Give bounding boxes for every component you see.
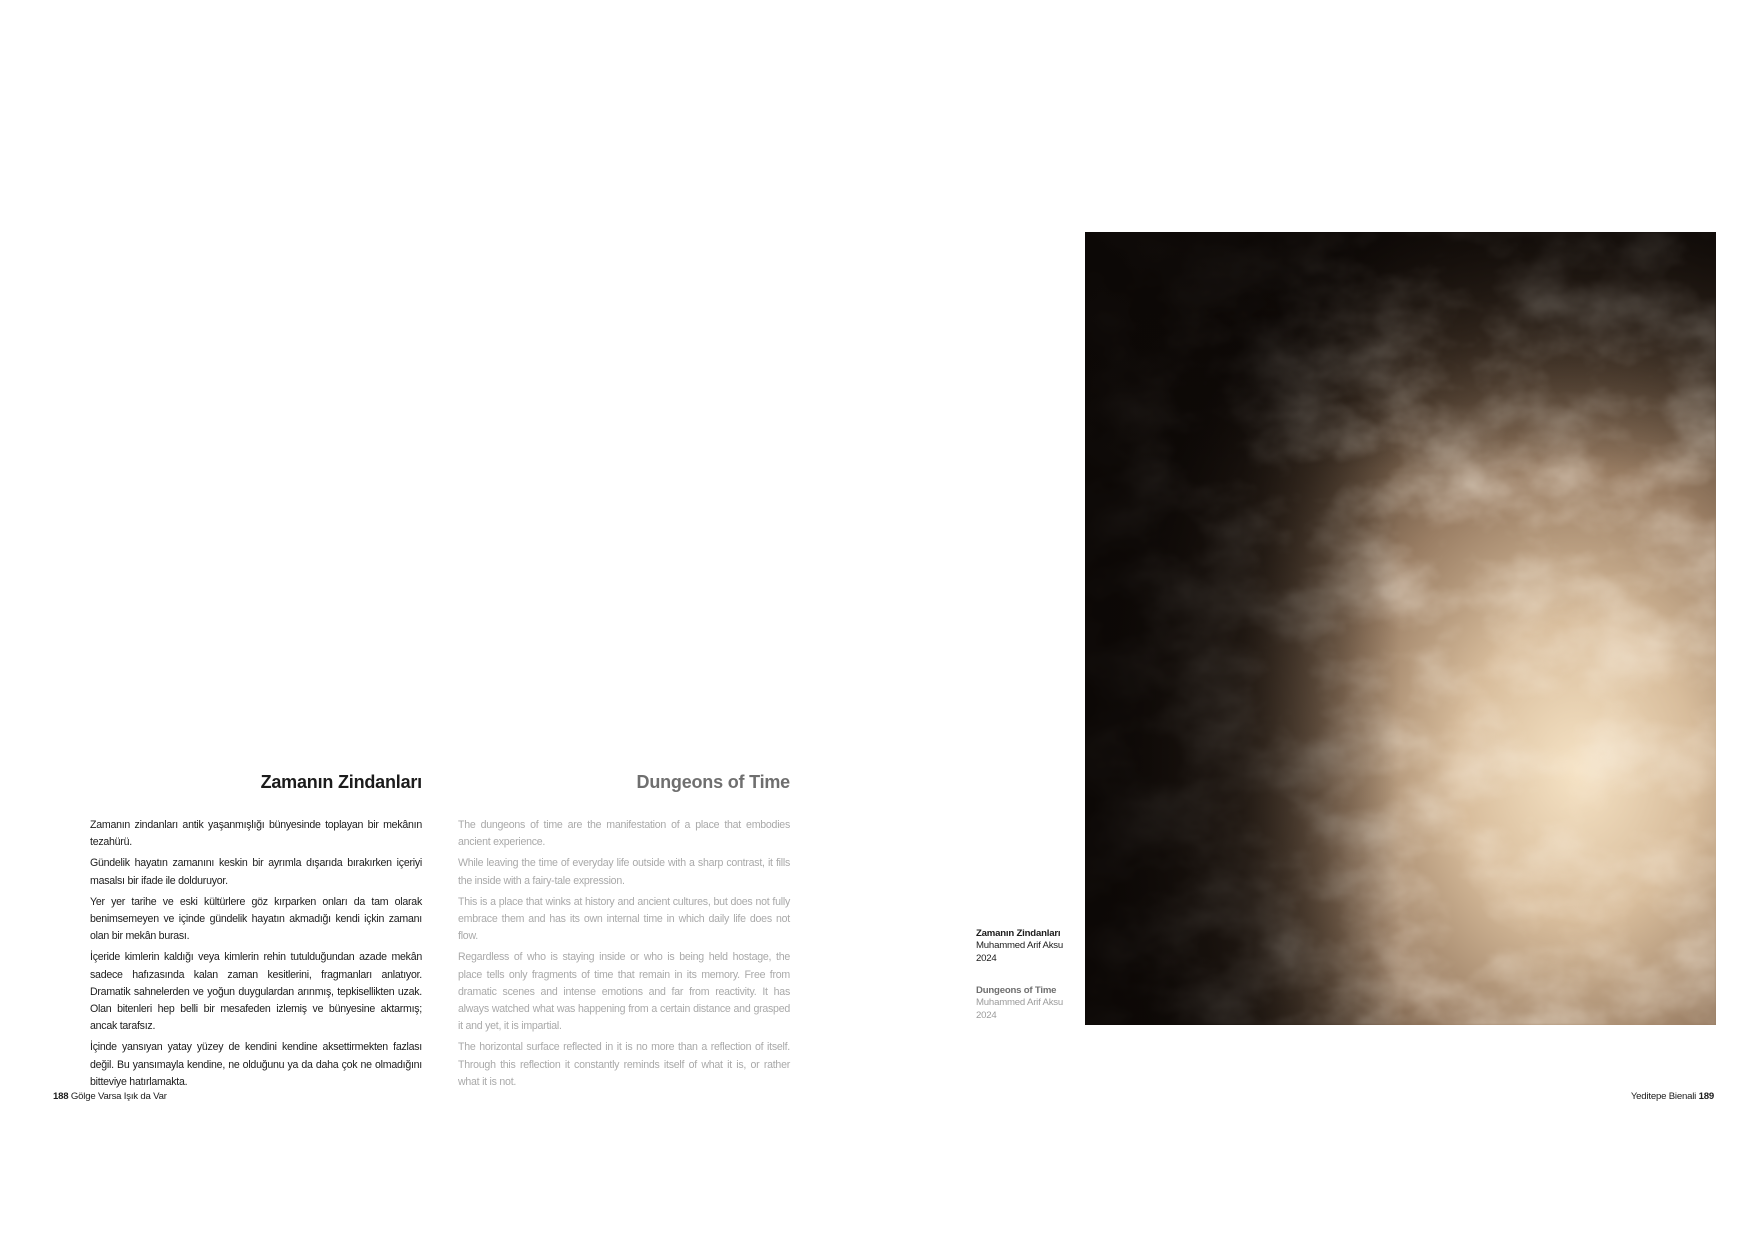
turkish-paragraph: Yer yer tarihe ve eski kültürlere göz kırparken onları da tam olarak benimsemeyen ve içinde gündelik hayatın akmadığı kendi içkin zamanı olan bir mekân burası. [90,895,422,943]
turkish-title: Zamanın Zindanları [260,772,422,792]
turkish-paragraph: Zamanın zindanları antik yaşanmışlığı bünyesinde toplayan bir mekânın tezahürü. [90,819,422,849]
page-footer-right [1631,1091,1714,1102]
smoke-photograph-icon [1085,232,1716,1025]
english-title: Dungeons of Time [636,772,790,792]
caption-year: 2024 [976,952,997,964]
caption-artist: Muhammed Arif Aksu [976,940,1064,952]
turkish-paragraph: İçeride kimlerin kaldığı veya kimlerin rehin tutulduğundan azade mekân sadece hafızasında kalan zaman kesitlerini, fragmanları anlatıyor. Dramatik sahnelerden ve yoğun duygulardan arınmış, tepkisellikten uzak. Olan bitenleri hep belli bir mesafeden izlemiş ve bünyesine aktarmış; ancak tarafsız. [90,951,422,1033]
book-title: Gölge Varsa Işık da Var [70,1091,167,1102]
english-text-column [458,772,790,1095]
smoke-photograph [1085,232,1716,1025]
page-number: 189 [1698,1091,1714,1102]
english-paragraph: The dungeons of time are the manifestation of a place that embodies ancient experience. [458,819,790,849]
caption-title: Zamanın Zindanları [976,928,1061,939]
english-paragraph: While leaving the time of everyday life outside with a sharp contrast, it fills the inside with a fairy-tale expression. [458,857,790,887]
artwork-caption-english [976,985,1086,1022]
english-paragraph: This is a place that winks at history and ancient cultures, but does not fully embrace them and has its own internal time in which daily life does not flow. [458,895,790,943]
english-paragraph: Regardless of who is staying inside or who is being held hostage, the place tells only fragments of time that remain in its memory. Free from dramatic scenes and intense emotions and far from reactivity. It has always watched what was happening from a certain distance and grasped it and yet, it is impartial. [458,951,790,1033]
caption-year: 2024 [976,1009,997,1021]
page-footer-left [53,1091,167,1102]
caption-artist: Muhammed Arif Aksu [976,997,1064,1009]
page-number: 188 [53,1091,69,1102]
caption-title: Dungeons of Time [976,985,1057,996]
turkish-paragraph: Gündelik hayatın zamanını keskin bir ayrımla dışarıda bırakırken içeriyi masalsı bir ifade ile dolduruyor. [90,857,422,887]
publication-name: Yeditepe Bienali [1630,1091,1697,1102]
turkish-text-column [90,772,422,1095]
turkish-paragraph: İçinde yansıyan yatay yüzey de kendini kendine aksettirmekten fazlası değil. Bu yansımayla kendine, ne olduğunu ya da daha çok ne olmadığını bitteviye hatırlamakta. [90,1041,422,1088]
artwork-caption-turkish [976,928,1086,965]
english-paragraph: The horizontal surface reflected in it is no more than a reflection of itself. Through this reflection it constantly reminds itself of what it is, or rather what it is not. [458,1041,790,1088]
